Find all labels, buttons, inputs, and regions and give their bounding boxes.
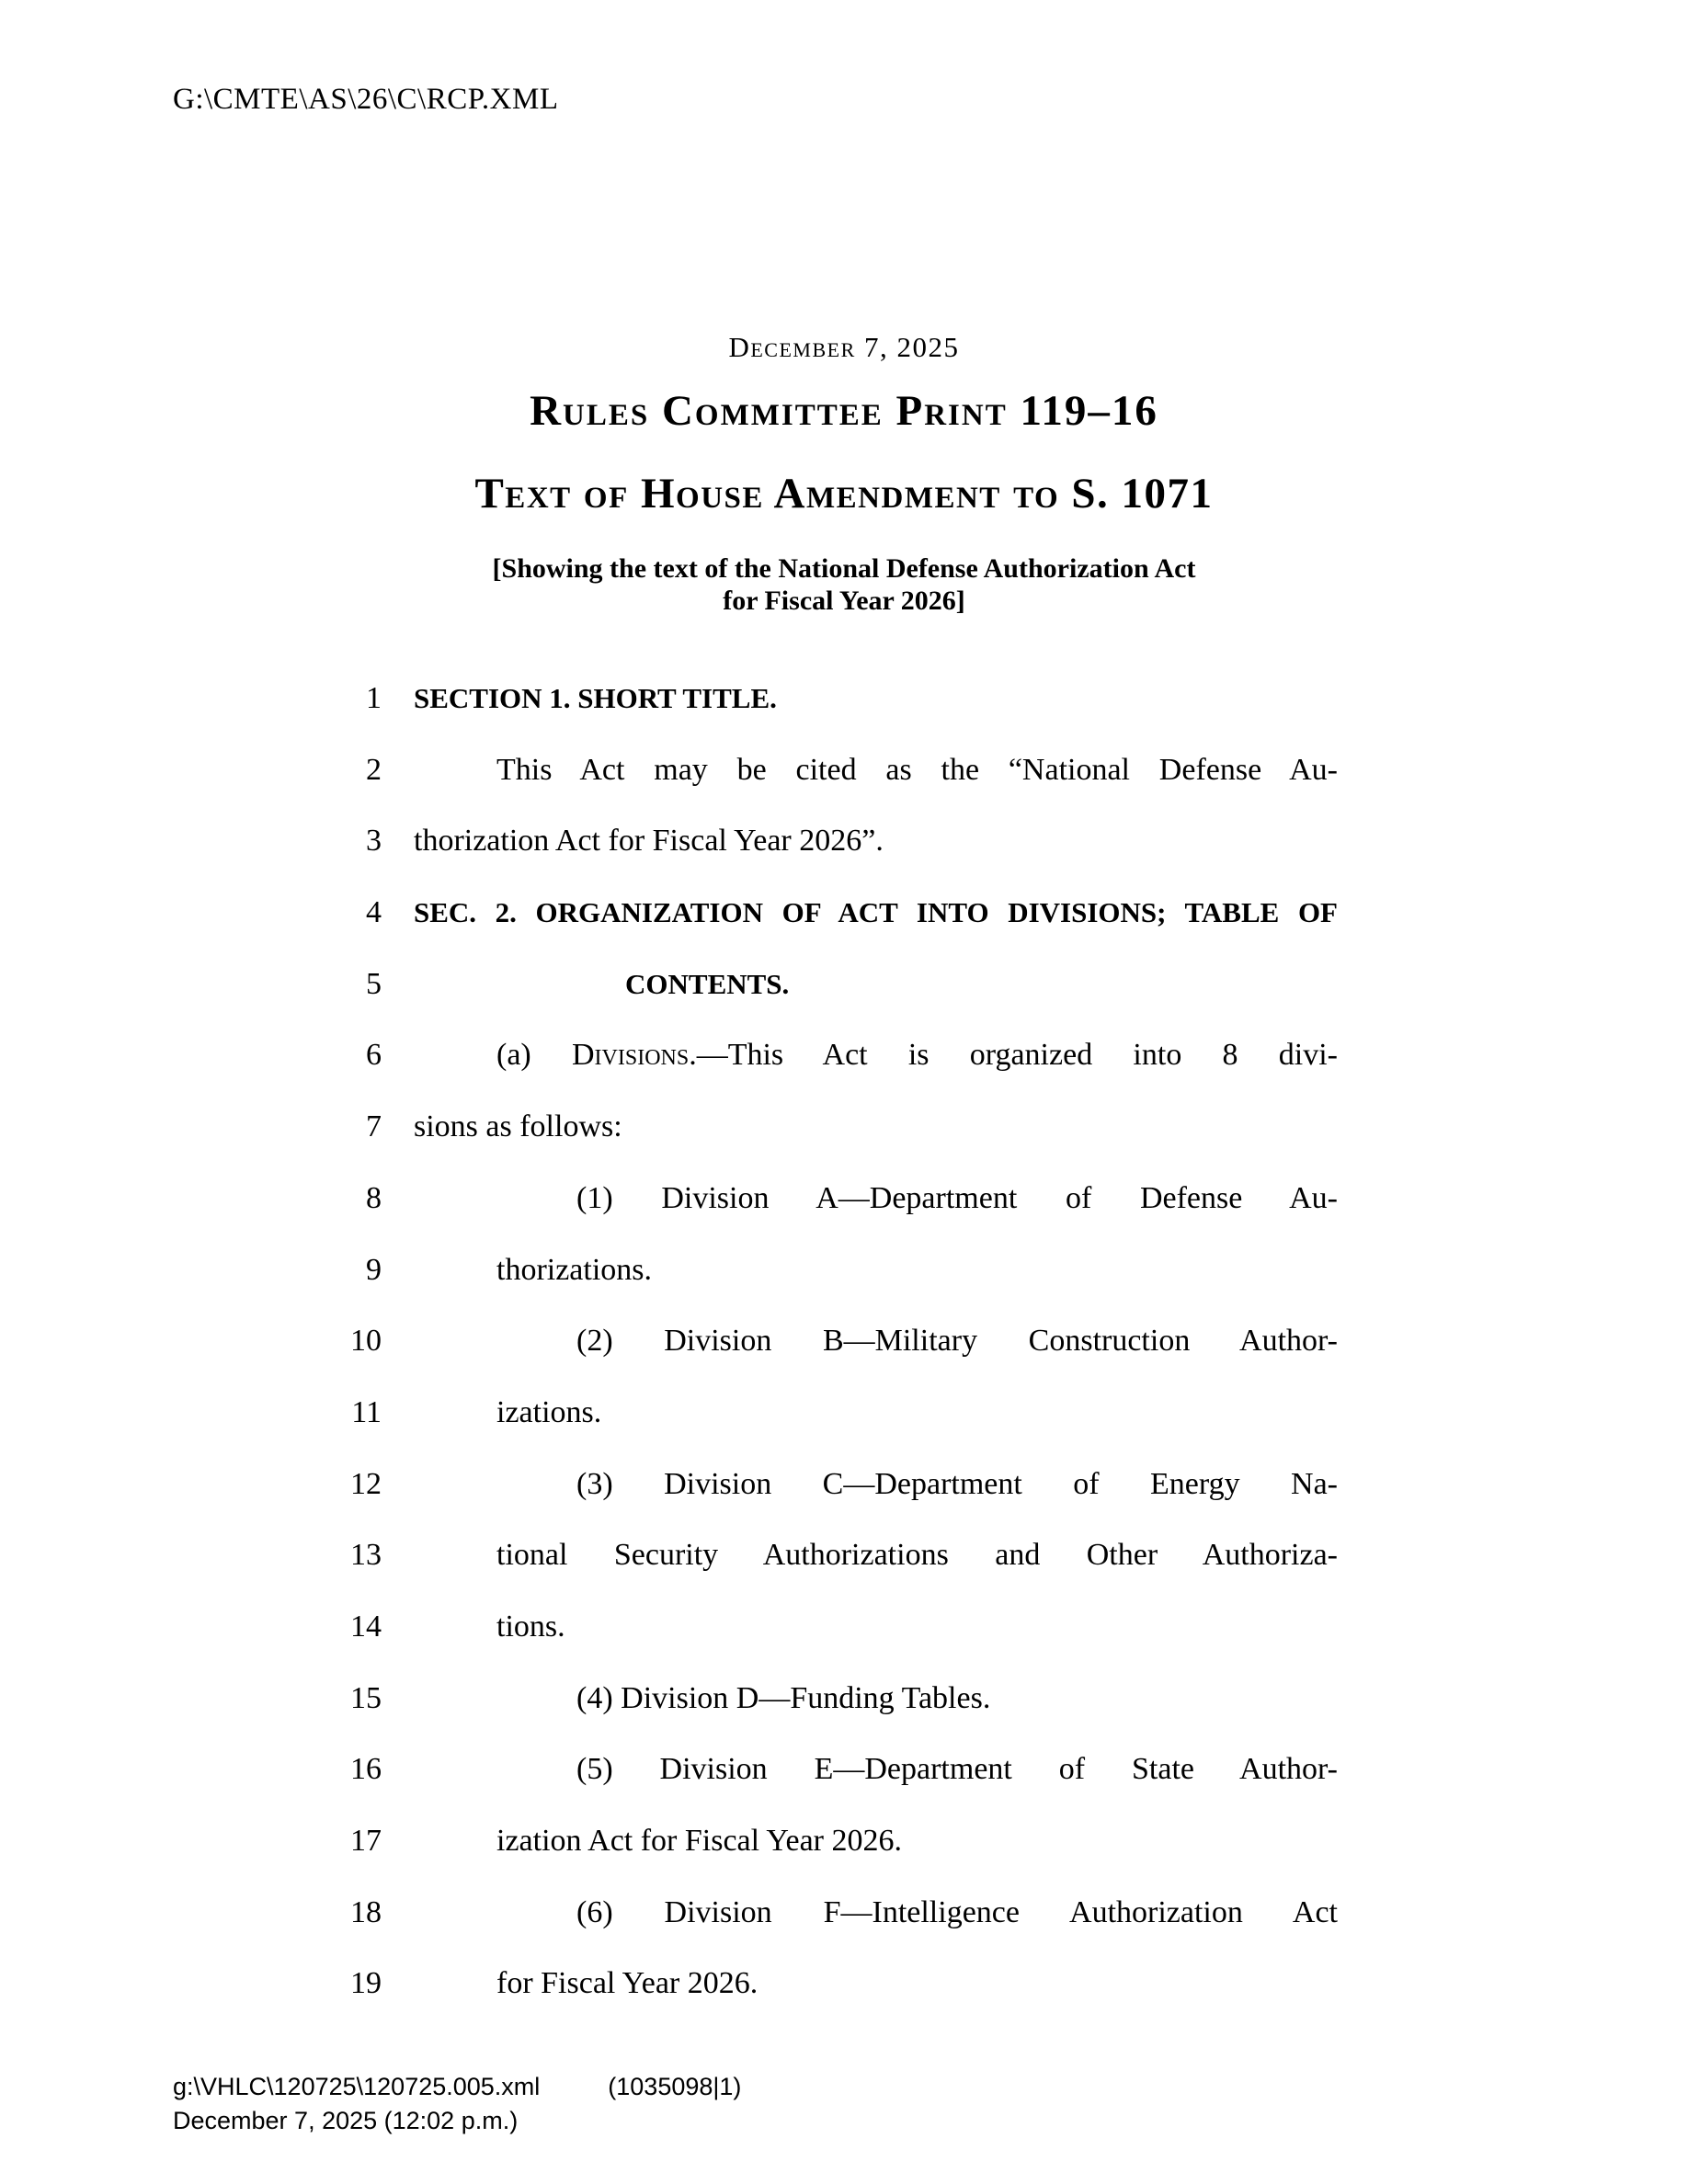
house-amendment-title: Text of House Amendment to S. 1071 xyxy=(474,470,1214,518)
line-text xyxy=(414,1877,1338,1949)
text-segment: (1) Division A—Department of Defense Au- xyxy=(576,1180,1338,1215)
text-segment: This Act may be cited as the “National Defense Au- xyxy=(496,752,1338,787)
line-text xyxy=(414,1449,1338,1520)
footer-doc-id: (1035098|1) xyxy=(608,2073,742,2100)
body-line-14 xyxy=(350,1591,1338,1663)
line-text xyxy=(414,1019,1338,1091)
body-line-8 xyxy=(366,1163,1338,1234)
text-segment: SEC. 2. ORGANIZATION OF ACT INTO DIVISIONS; TABLE OF xyxy=(414,896,1338,929)
text-segment: sions as follows: xyxy=(414,1109,622,1144)
body-line-10 xyxy=(350,1305,1338,1377)
line-text xyxy=(414,663,1338,734)
rules-committee-print-title: Rules Committee Print 119–16 xyxy=(530,387,1158,435)
line-text xyxy=(414,1377,1338,1449)
line-number: 1 xyxy=(366,681,382,715)
body-line-9 xyxy=(366,1234,1338,1306)
line-text xyxy=(414,734,1338,806)
bracket-note-line1: [Showing the text of the National Defense Authorization Act xyxy=(492,553,1196,584)
line-text xyxy=(414,1734,1338,1805)
line-number: 4 xyxy=(366,895,382,930)
line-text xyxy=(414,1663,1338,1735)
line-number: 16 xyxy=(350,1752,382,1787)
text-segment: thorizations. xyxy=(496,1252,653,1287)
body-line-4 xyxy=(366,877,1338,949)
line-number: 15 xyxy=(350,1680,382,1715)
line-number: 5 xyxy=(366,966,382,1001)
line-text xyxy=(414,805,1338,877)
line-number: 2 xyxy=(366,752,382,787)
line-number: 12 xyxy=(350,1466,382,1501)
body-line-16 xyxy=(350,1734,1338,1805)
body-line-5 xyxy=(366,949,1338,1020)
line-number: 8 xyxy=(366,1180,382,1215)
text-segment: SECTION 1. SHORT TITLE. xyxy=(414,682,777,714)
line-number: 9 xyxy=(366,1252,382,1287)
text-segment: thorization Act for Fiscal Year 2026”. xyxy=(414,824,884,859)
header-file-path: G:\CMTE\AS\26\C\RCP.XML xyxy=(173,83,559,116)
line-text xyxy=(414,1163,1338,1234)
bracket-note xyxy=(0,552,1688,617)
line-text xyxy=(414,1305,1338,1377)
line-number: 10 xyxy=(350,1324,382,1359)
body-line-1 xyxy=(366,663,1338,734)
line-text xyxy=(414,949,1338,1020)
footer-datetime: December 7, 2025 (12:02 p.m.) xyxy=(173,2107,519,2134)
text-segment: tional Security Authorizations and Other Authoriza- xyxy=(496,1538,1338,1573)
line-text xyxy=(414,1948,1338,2019)
line-text xyxy=(414,1805,1338,1877)
line-number: 13 xyxy=(350,1538,382,1573)
line-number: 7 xyxy=(366,1109,382,1144)
body-line-18 xyxy=(350,1877,1338,1949)
footer xyxy=(173,2070,741,2138)
line-text xyxy=(414,1519,1338,1591)
text-segment: CONTENTS. xyxy=(625,967,790,1000)
body-line-13 xyxy=(350,1519,1338,1591)
text-segment: (3) Division C—Department of Energy Na- xyxy=(576,1466,1338,1501)
text-segment: izations. xyxy=(496,1394,602,1429)
body-line-15 xyxy=(350,1663,1338,1735)
body-line-6 xyxy=(366,1019,1338,1091)
line-number: 17 xyxy=(350,1824,382,1858)
text-segment: tions. xyxy=(496,1609,565,1644)
line-text xyxy=(414,1591,1338,1663)
footer-file-path: g:\VHLC\120725\120725.005.xml xyxy=(173,2073,541,2100)
body-line-19 xyxy=(350,1948,1338,2019)
line-number: 3 xyxy=(366,824,382,859)
line-text xyxy=(414,1091,1338,1163)
line-number: 11 xyxy=(351,1394,382,1429)
line-text xyxy=(414,1234,1338,1306)
text-segment: (2) Division B—Military Construction Author- xyxy=(576,1324,1338,1359)
text-segment: .—This Act is organized into 8 divi- xyxy=(689,1038,1338,1073)
footer-line1 xyxy=(173,2070,741,2104)
body-line-12 xyxy=(350,1449,1338,1520)
text-segment: for Fiscal Year 2026. xyxy=(496,1966,758,2001)
text-segment: (4) Division D—Funding Tables. xyxy=(576,1680,991,1715)
line-number: 6 xyxy=(366,1038,382,1073)
text-segment: (a) xyxy=(496,1038,572,1073)
text-segment: (5) Division E—Department of State Author- xyxy=(576,1752,1338,1787)
bracket-note-line2: for Fiscal Year 2026] xyxy=(723,586,965,616)
line-text xyxy=(414,877,1338,949)
body-line-11 xyxy=(351,1377,1338,1449)
body-line-3 xyxy=(366,805,1338,877)
text-segment: ization Act for Fiscal Year 2026. xyxy=(496,1824,902,1858)
line-number: 19 xyxy=(350,1966,382,2001)
text-segment: (6) Division F—Intelligence Authorization Act xyxy=(576,1894,1338,1929)
date-line: December 7, 2025 xyxy=(728,331,960,363)
body-line-2 xyxy=(366,734,1338,806)
small-caps-text: Divisions xyxy=(571,1038,690,1073)
line-number: 14 xyxy=(350,1609,382,1644)
body-lines xyxy=(350,663,1338,2019)
line-number: 18 xyxy=(350,1894,382,1929)
body-line-7 xyxy=(366,1091,1338,1163)
body-line-17 xyxy=(350,1805,1338,1877)
